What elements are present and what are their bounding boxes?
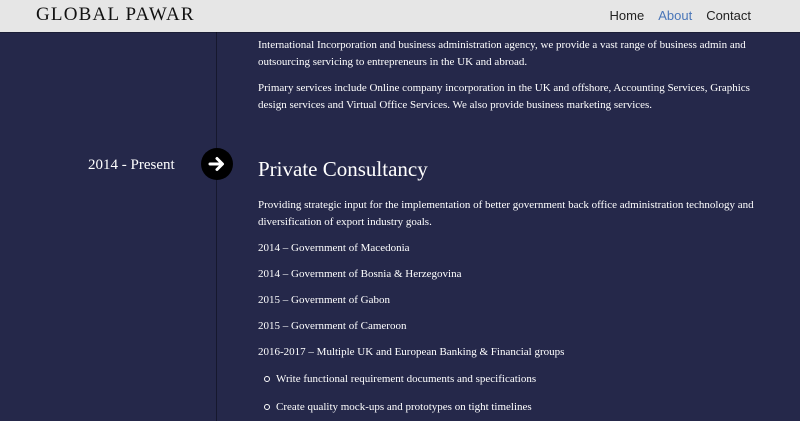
- header-bar: [0, 0, 800, 32]
- nav-about[interactable]: About: [658, 8, 693, 23]
- arrow-right-icon: [208, 155, 226, 173]
- engagement-item: 2014 – Government of Macedonia: [258, 242, 410, 254]
- engagement-item: 2015 – Government of Gabon: [258, 294, 390, 306]
- intro-paragraph-2: Primary services include Online company incorporation in the UK and offshore, Accounting Services, Graphics design services and Virtual Office Services. We also provide business marketing services.: [258, 82, 750, 111]
- nav-contact[interactable]: Contact: [706, 8, 751, 23]
- engagement-item: 2014 – Government of Bosnia & Herzegovina: [258, 268, 462, 280]
- engagement-item: 2016-2017 – Multiple UK and European Banking & Financial groups: [258, 346, 565, 358]
- site-logo[interactable]: GLOBAL PAWAR: [36, 4, 195, 25]
- bullet-text: Create quality mock-ups and prototypes on tight timelines: [276, 401, 532, 413]
- bullet-circle-icon: [264, 376, 270, 382]
- timeline-date: 2014 - Present: [88, 157, 175, 173]
- section-description: Providing strategic input for the implementation of better government back office administration technology and diversification of export industry goals.: [258, 199, 754, 228]
- main-nav: [610, 7, 751, 25]
- bullet-circle-icon: [264, 404, 270, 410]
- engagement-item: 2015 – Government of Cameroon: [258, 320, 407, 332]
- bullet-text: Write functional requirement documents and specifications: [276, 373, 537, 385]
- nav-home[interactable]: Home: [609, 8, 645, 23]
- bullet-item: [264, 372, 536, 386]
- timeline-line: [216, 32, 217, 421]
- bullet-item: [264, 400, 532, 414]
- section-title: Private Consultancy: [258, 157, 428, 181]
- intro-paragraph-1: International Incorporation and business administration agency, we provide a vast range of business admin and outsourcing servicing to entrepreneurs in the UK and abroad.: [258, 39, 746, 68]
- timeline-marker: [201, 148, 233, 180]
